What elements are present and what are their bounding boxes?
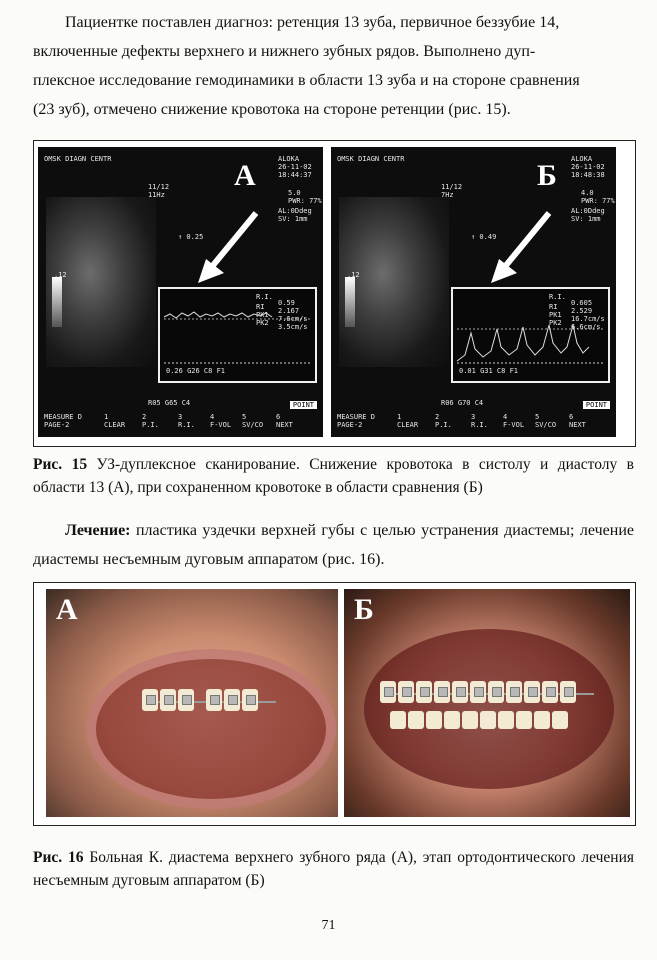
- doppler-spectrum-box: [451, 287, 610, 383]
- figure-16-photos: [33, 582, 636, 826]
- softkey-5: 5 SV/CO: [535, 413, 557, 429]
- b-mode-scan-image: [46, 197, 156, 367]
- softkey-4: 4 F-VOL: [210, 413, 232, 429]
- photo-diastema-before: [46, 589, 338, 817]
- tooth: [462, 711, 478, 729]
- photo-letter-a: А: [56, 593, 78, 626]
- tooth: [542, 681, 558, 703]
- spectrum-footer: 0.01 G31 C8 F1: [459, 367, 519, 375]
- tooth: [516, 711, 532, 729]
- figure-16-caption: [33, 846, 634, 892]
- gain-code: R05 G65 C4: [148, 399, 191, 407]
- bracket: [384, 687, 394, 697]
- pk-labels: RI PK1 PK2: [549, 303, 562, 327]
- clinic-name: OMSK DIAGN CENTR: [44, 155, 112, 163]
- lower-teeth-row: [390, 711, 568, 729]
- mouth-opening: [364, 629, 614, 789]
- bracket: [210, 695, 220, 705]
- ri-label: R.I.: [549, 293, 566, 301]
- brand-name: ALOKA: [571, 155, 593, 163]
- grayscale-bar: [345, 277, 355, 327]
- bracket: [182, 695, 192, 705]
- softkey-6: 6 NEXT: [569, 413, 586, 429]
- softkey-3: 3 R.I.: [471, 413, 488, 429]
- softkey-5: 5 SV/CO: [242, 413, 264, 429]
- point-indicator: POINT: [583, 401, 610, 409]
- photo-letter-b: Б: [354, 593, 374, 626]
- softkey-2: 2 P.I.: [142, 413, 159, 429]
- tooth: [470, 681, 486, 703]
- depth-scale-label: .12: [347, 271, 360, 279]
- softkey-1: 1 CLEAR: [104, 413, 126, 429]
- sample-marker: ↑ 0.49: [471, 233, 497, 241]
- power-settings: 4.0 PWR: 77%: [581, 189, 615, 205]
- figure-15-ultrasound: [33, 140, 636, 447]
- tooth: [444, 711, 460, 729]
- ultrasound-panel-b: [331, 147, 616, 437]
- softkey-1: 1 CLEAR: [397, 413, 419, 429]
- tooth: [416, 681, 432, 703]
- scan-date: 26-11-02: [278, 163, 312, 171]
- intro-line-1: Пациентке поставлен диагноз: ретенция 13 зуба, первичное беззубие 14,: [65, 14, 560, 31]
- tooth: [242, 689, 258, 711]
- bracket: [564, 687, 574, 697]
- frequency-info: 11/12 11Hz: [148, 183, 170, 199]
- measure-menu: MEASURE D PAGE-2: [337, 413, 375, 429]
- scan-time: 18:44:37: [278, 171, 312, 179]
- tooth: [552, 711, 568, 729]
- tooth: [534, 711, 550, 729]
- softkey-2: 2 P.I.: [435, 413, 452, 429]
- grayscale-bar: [52, 277, 62, 327]
- gain-code: R06 G70 C4: [441, 399, 484, 407]
- softkey-4: 4 F-VOL: [503, 413, 525, 429]
- figure-15-caption-text: УЗ-дуплексное сканирование. Снижение кровотока в систолу и диастолу в области 13 (А), при сохраненном кровотоке в области сравнения (Б): [33, 456, 635, 496]
- frequency-info: 11/12 7Hz: [441, 183, 463, 199]
- intro-line-3: плексное исследование гемодинамики в области 13 зуба и на стороне сравнения: [33, 72, 580, 89]
- tooth: [480, 711, 496, 729]
- b-mode-scan-image: [339, 197, 449, 367]
- ultrasound-panel-a: [38, 147, 323, 437]
- tooth: [506, 681, 522, 703]
- measure-menu: MEASURE D PAGE-2: [44, 413, 82, 429]
- tooth: [408, 711, 424, 729]
- softkey-6: 6 NEXT: [276, 413, 293, 429]
- clinic-name: OMSK DIAGN CENTR: [337, 155, 405, 163]
- tooth: [224, 689, 240, 711]
- panel-letter-a: А: [234, 159, 256, 192]
- tooth: [426, 711, 442, 729]
- tooth: [488, 681, 504, 703]
- point-indicator: POINT: [290, 401, 317, 409]
- tooth: [142, 689, 158, 711]
- angle-settings: AL:0Ddeg SV: 1mm: [571, 207, 605, 223]
- depth-scale-label: .12: [54, 271, 67, 279]
- tooth: [178, 689, 194, 711]
- doppler-spectrum-box: [158, 287, 317, 383]
- upper-teeth-row: [380, 681, 576, 703]
- tooth: [160, 689, 176, 711]
- bracket: [164, 695, 174, 705]
- tooth: [560, 681, 576, 703]
- bracket: [146, 695, 156, 705]
- scan-date: 26-11-02: [571, 163, 605, 171]
- softkey-3: 3 R.I.: [178, 413, 195, 429]
- bracket: [246, 695, 256, 705]
- bracket: [228, 695, 238, 705]
- ri-label: R.I.: [256, 293, 273, 301]
- tooth: [398, 681, 414, 703]
- pointer-arrow-icon: [196, 207, 266, 287]
- figure-15-caption-label: Рис. 15: [33, 456, 88, 473]
- tooth: [452, 681, 468, 703]
- retractor: [86, 649, 336, 809]
- treatment-paragraph: [33, 516, 634, 574]
- tooth: [206, 689, 222, 711]
- bracket: [474, 687, 484, 697]
- measured-values: 0.605 2.529 16.7cm/s 6.6cm/s: [571, 299, 605, 331]
- page-number: 71: [321, 918, 336, 933]
- power-settings: 5.0 PWR: 77%: [288, 189, 322, 205]
- photo-orthodontic-treatment: [344, 589, 630, 817]
- bracket: [438, 687, 448, 697]
- measured-values: 0.59 2.167 7.6cm/s 3.5cm/s: [278, 299, 308, 331]
- intro-line-2: включенные дефекты верхнего и нижнего зубных рядов. Выполнено дуп-: [33, 43, 536, 60]
- figure-15-caption: [33, 453, 634, 499]
- intro-line-4: (23 зуб), отмечено снижение кровотока на стороне ретенции (рис. 15).: [33, 101, 511, 118]
- bracket: [402, 687, 412, 697]
- tooth: [434, 681, 450, 703]
- bracket: [546, 687, 556, 697]
- spectrum-footer: 0.26 G26 C8 F1: [166, 367, 226, 375]
- treatment-text: пластика уздечки верхней губы с целью устранения диастемы; лечение диастемы несъемным дуговым аппаратом (рис. 16).: [33, 522, 634, 568]
- bracket: [510, 687, 520, 697]
- tooth: [498, 711, 514, 729]
- sample-marker: ↑ 0.25: [178, 233, 204, 241]
- panel-letter-b: Б: [537, 159, 557, 192]
- tooth: [390, 711, 406, 729]
- brand-name: ALOKA: [278, 155, 300, 163]
- angle-settings: AL:0Ddeg SV: 1mm: [278, 207, 312, 223]
- bracket: [492, 687, 502, 697]
- figure-16-caption-text: Больная К. диастема верхнего зубного ряда (А), этап ортодонтического лечения несъемным дуговым аппаратом (Б): [33, 849, 635, 889]
- figure-16-caption-label: Рис. 16: [33, 849, 84, 866]
- pointer-arrow-icon: [489, 207, 559, 287]
- bracket: [528, 687, 538, 697]
- upper-teeth-row: [142, 689, 258, 711]
- scan-time: 18:48:38: [571, 171, 605, 179]
- bracket: [420, 687, 430, 697]
- pk-labels: RI PK1 PK2: [256, 303, 269, 327]
- bracket: [456, 687, 466, 697]
- tooth: [380, 681, 396, 703]
- treatment-label: Лечение:: [65, 522, 131, 539]
- tooth: [524, 681, 540, 703]
